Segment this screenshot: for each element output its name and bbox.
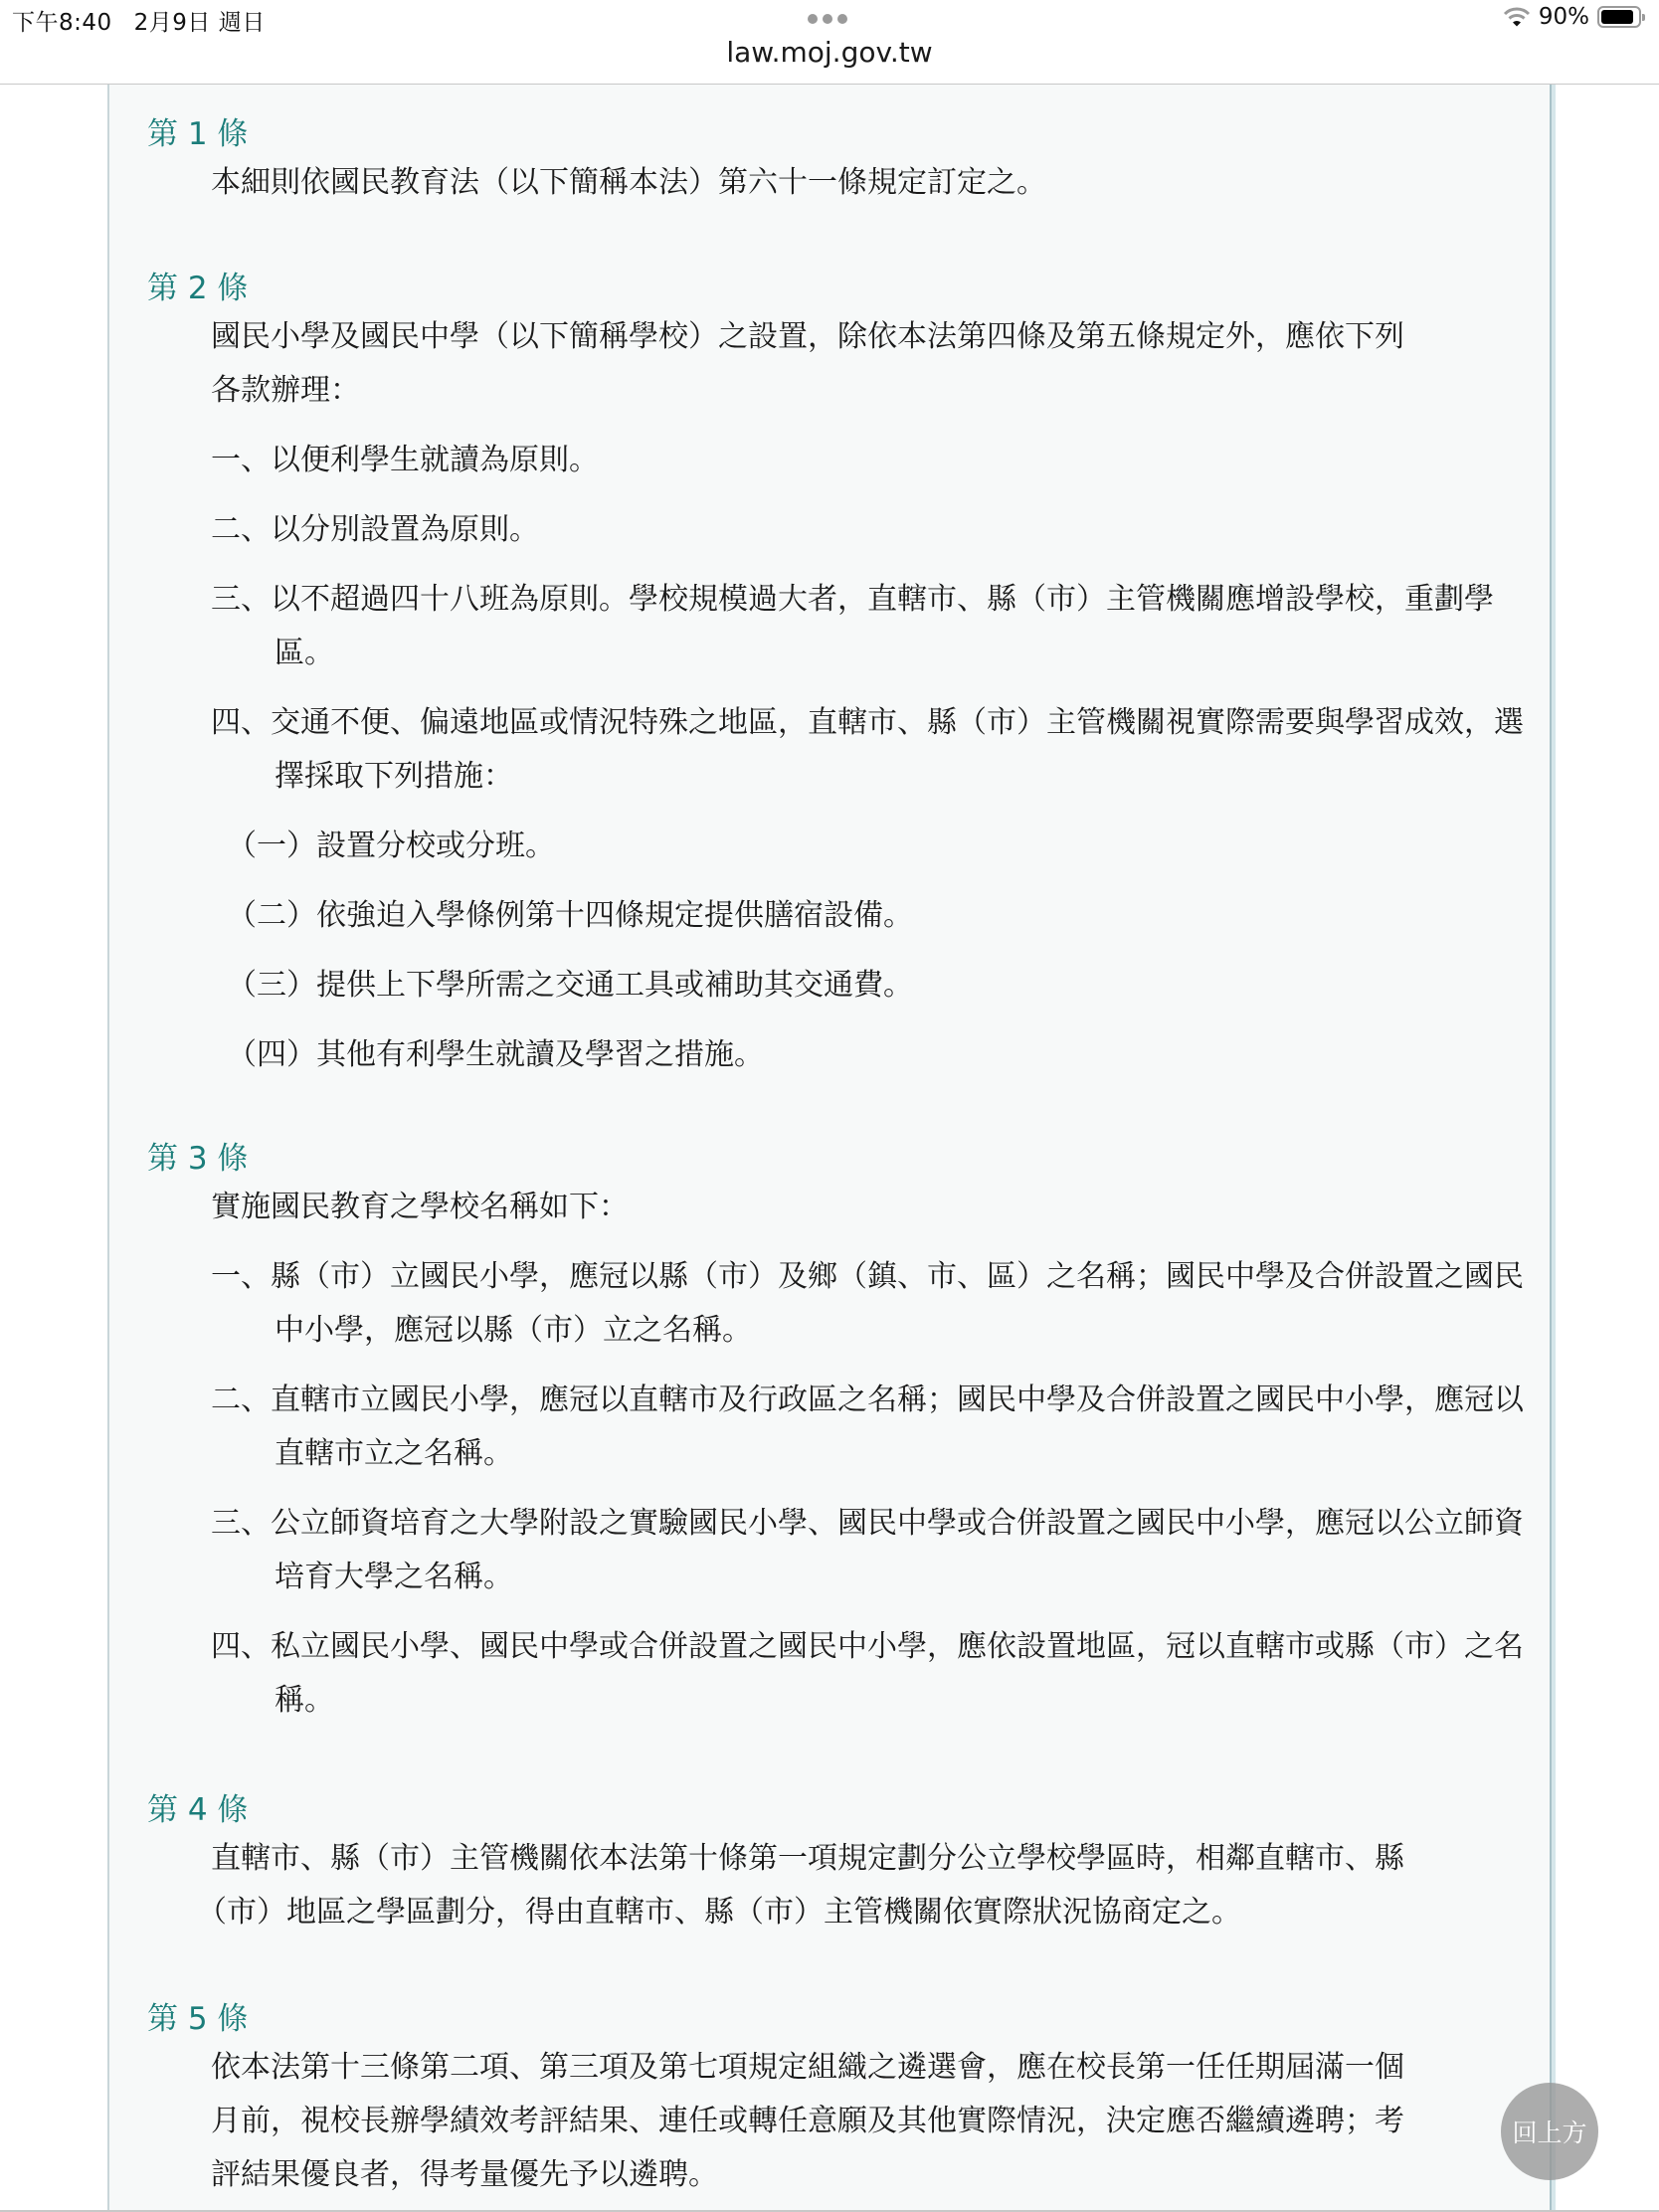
- panel-right-border: [1550, 85, 1556, 2212]
- article-heading[interactable]: 第 3 條: [147, 1141, 249, 1177]
- sub-list-item: （四）其他有利學生就讀及學習之措施。: [227, 1037, 764, 1072]
- list-item: 一、以便利學生就讀為原則。: [211, 443, 599, 477]
- status-time-date: [12, 4, 287, 37]
- status-date: 2月9日 週日: [133, 10, 266, 36]
- article-paragraph: 實施國民教育之學校名稱如下：: [211, 1190, 629, 1224]
- battery-percent: 90%: [1538, 4, 1589, 30]
- url-bar[interactable]: law.moj.gov.tw: [726, 36, 933, 69]
- wifi-icon: [1503, 6, 1531, 28]
- sub-list-item: （一）設置分校或分班。: [227, 829, 555, 863]
- sub-list-item: （二）依強迫入學條例第十四條規定提供膳宿設備。: [227, 898, 913, 933]
- article-paragraph: 國民小學及國民中學（以下簡稱學校）之設置，除依本法第四條及第五條規定外，應依下列: [211, 319, 1404, 354]
- article-paragraph: 依本法第十三條第二項、第三項及第七項規定組織之遴選會，應在校長第一任任期屆滿一個: [211, 2050, 1404, 2085]
- sub-list-item: （三）提供上下學所需之交通工具或補助其交通費。: [227, 968, 913, 1003]
- article-4: [147, 1790, 1520, 1939]
- status-indicators: [1503, 4, 1641, 30]
- article-2: [147, 269, 1524, 1082]
- list-item: 四、私立國民小學、國民中學或合併設置之國民中小學，應依設置地區，冠以直轄市或縣（市）之名稱。: [211, 1629, 1524, 1718]
- list-item: 三、以不超過四十八班為原則。學校規模過大者，直轄市、縣（市）主管機關應增設學校，重劃學區。: [211, 582, 1494, 670]
- article-paragraph: （市）地區之學區劃分，得由直轄市、縣（市）主管機關依實際狀況協商定之。: [197, 1895, 1241, 1930]
- article-paragraph: 各款辦理：: [211, 373, 360, 408]
- list-item: 三、公立師資培育之大學附設之實驗國民小學、國民中學或合併設置之國民中小學，應冠以公立師資培育大學之名稱。: [211, 1506, 1524, 1594]
- list-item: 四、交通不便、偏遠地區或情況特殊之地區，直轄市、縣（市）主管機關視實際需要與學習成效，選擇採取下列措施：: [211, 705, 1524, 794]
- battery-icon: [1597, 6, 1641, 28]
- back-to-top-label: 回上方: [1512, 2119, 1587, 2147]
- article-heading[interactable]: 第 2 條: [147, 271, 249, 306]
- article-3: [147, 1139, 1524, 1728]
- article-1: [147, 114, 1520, 210]
- article-heading[interactable]: 第 5 條: [147, 2001, 249, 2037]
- list-item: 一、縣（市）立國民小學，應冠以縣（市）及鄉（鎮、市、區）之名稱；國民中學及合併設置之國民中小學，應冠以縣（市）立之名稱。: [211, 1259, 1524, 1348]
- article-heading[interactable]: 第 1 條: [147, 116, 249, 152]
- article-heading[interactable]: 第 4 條: [147, 1792, 249, 1828]
- list-item: 二、直轄市立國民小學，應冠以直轄市及行政區之名稱；國民中學及合併設置之國民中小學，應冠以直轄市立之名稱。: [211, 1382, 1524, 1471]
- status-time: 下午8:40: [12, 10, 112, 36]
- list-item: 二、以分別設置為原則。: [211, 512, 539, 547]
- article-paragraph: 月前，視校長辦學績效考評結果、連任或轉任意願及其他實際情況，決定應否繼續遴聘；考: [211, 2104, 1404, 2138]
- article-paragraph: 本細則依國民教育法（以下簡稱本法）第六十一條規定訂定之。: [211, 165, 1046, 200]
- article-paragraph: 直轄市、縣（市）主管機關依本法第十條第一項規定劃分公立學校學區時，相鄰直轄市、縣: [211, 1841, 1404, 1876]
- article-paragraph: 評結果優良者，得考量優先予以遴聘。: [211, 2157, 718, 2192]
- article-5: [147, 1999, 1520, 2202]
- ellipsis-icon[interactable]: [808, 14, 847, 24]
- back-to-top-button[interactable]: [1501, 2083, 1598, 2180]
